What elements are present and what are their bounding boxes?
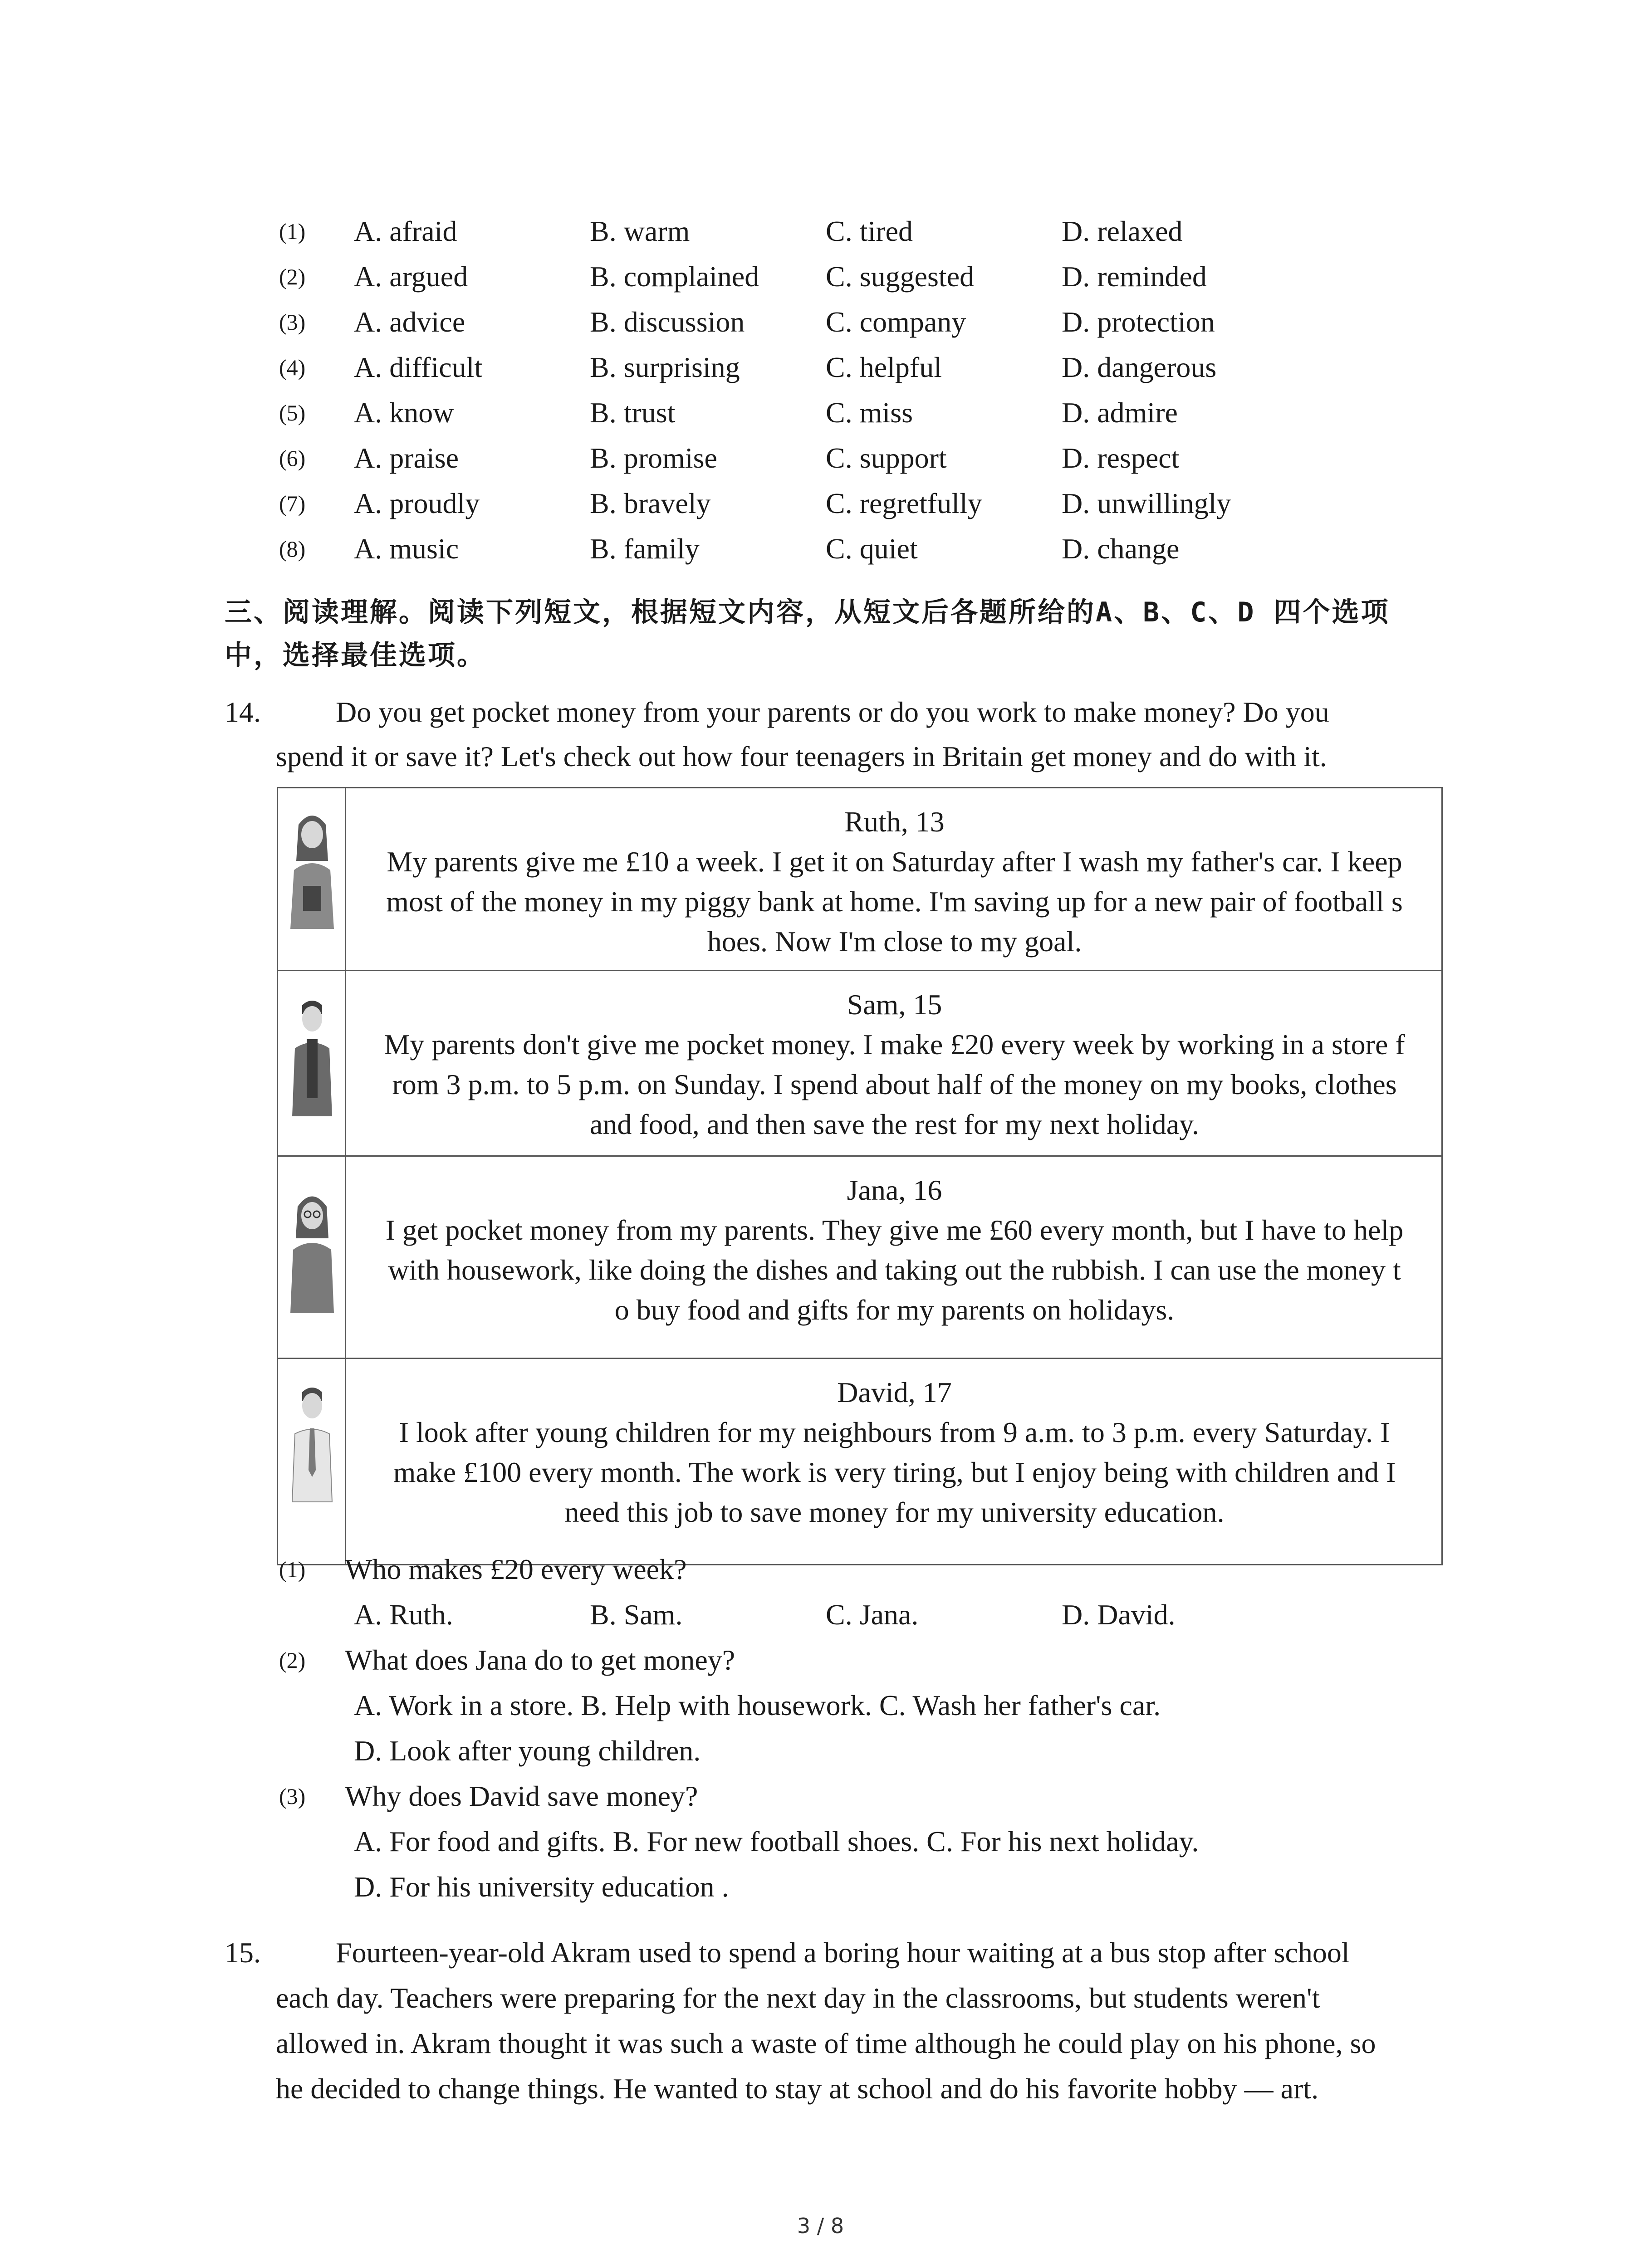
option-c: C. Jana. (826, 1598, 919, 1631)
person-text-line: rom 3 p.m. to 5 p.m. on Sunday. I spend about half of the money on my books, clothes (392, 1068, 1397, 1100)
option-a: A. praise (354, 442, 459, 474)
option-c: C. company (826, 306, 966, 338)
subquestion-stem: What does Jana do to get money? (345, 1644, 735, 1676)
option-c: C. suggested (826, 260, 975, 293)
passage-text: he decided to change things. He wanted to stay at school and do his favorite hobby — art. (276, 2072, 1319, 2105)
person-text-line: make £100 every month. The work is very tiring, but I enjoy being with children and I (393, 1456, 1396, 1488)
option-a: A. proudly (354, 487, 480, 519)
person-text-line: o buy food and gifts for my parents on holidays. (614, 1294, 1175, 1326)
option-c: C. regretfully (826, 487, 982, 519)
option-c: C. helpful (826, 351, 942, 383)
person-text-line: hoes. Now I'm close to my goal. (707, 925, 1082, 958)
person-name: David, 17 (837, 1376, 952, 1408)
table-cell (348, 788, 1441, 970)
option-a: A. argued (354, 260, 468, 293)
option-b: B. trust (590, 396, 676, 429)
option-d: D. unwillingly (1062, 487, 1231, 519)
portrait-girl-with-glasses (278, 1157, 346, 1358)
option-number: (5) (279, 400, 306, 425)
subquestion-stem: Why does David save money? (345, 1780, 698, 1812)
passage-text: spend it or save it? Let's check out how four teenagers in Britain get money and do with it. (276, 740, 1327, 772)
option-a: A. Ruth. (354, 1598, 453, 1631)
option-b: B. warm (590, 215, 690, 247)
option-c: C. miss (826, 396, 913, 429)
table-cell (348, 1157, 1441, 1358)
person-name: Sam, 15 (847, 988, 942, 1021)
option-number: (6) (279, 445, 306, 471)
option-b: B. promise (590, 442, 717, 474)
subquestion-stem: Who makes £20 every week? (345, 1553, 687, 1585)
option-b: B. surprising (590, 351, 740, 383)
portrait-boy-with-scarf (278, 971, 346, 1155)
options-line: A. For food and gifts. B. For new football shoes. C. For his next holiday. (354, 1825, 1199, 1857)
option-a: A. music (354, 533, 459, 565)
person-text-line: My parents give me £10 a week. I get it on Saturday after I wash my father's car. I keep (387, 846, 1402, 878)
option-d: D. relaxed (1062, 215, 1183, 247)
option-row (0, 345, 1641, 390)
option-d: D. reminded (1062, 260, 1207, 293)
person-text-line: most of the money in my piggy bank at home. I'm saving up for a new pair of football s (386, 885, 1403, 918)
question-number: 14. (225, 696, 261, 728)
option-a: A. afraid (354, 215, 457, 247)
option-a: A. difficult (354, 351, 483, 383)
passage-text: Do you get pocket money from your parents or do you work to make money? Do you (336, 696, 1329, 728)
section-heading-continued: 中，选择最佳选项。 (225, 640, 486, 671)
option-c: C. tired (826, 215, 913, 247)
option-b: B. Sam. (590, 1598, 683, 1631)
option-c: C. support (826, 442, 947, 474)
option-row (0, 254, 1641, 299)
option-d: D. dangerous (1062, 351, 1217, 383)
option-d: D. protection (1062, 306, 1215, 338)
option-number: (8) (279, 536, 306, 562)
option-c: C. quiet (826, 533, 918, 565)
section-heading: 三、阅读理解。阅读下列短文，根据短文内容，从短文后各题所给的A、B、C、D 四个选项 (225, 596, 1390, 628)
person-text-line: with housework, like doing the dishes and taking out the rubbish. I can use the money t (388, 1254, 1401, 1286)
option-row (0, 435, 1641, 481)
table-row (278, 788, 1441, 971)
person-name: Ruth, 13 (844, 806, 945, 838)
option-d: D. David. (1062, 1598, 1176, 1631)
option-number: (2) (279, 264, 306, 289)
option-d: D. admire (1062, 396, 1178, 429)
table-cell (348, 1359, 1441, 1564)
passage-text: each day. Teachers were preparing for the next day in the classrooms, but students weren't (276, 1982, 1320, 2014)
option-a: A. know (354, 396, 454, 429)
option-row (0, 209, 1641, 254)
option-number: (1) (279, 219, 306, 244)
option-row (0, 481, 1641, 526)
option-b: B. discussion (590, 306, 745, 338)
person-text-line: and food, and then save the rest for my next holiday. (589, 1108, 1200, 1140)
passage-text: allowed in. Akram thought it was such a waste of time although he could play on his phone, so (276, 2027, 1376, 2059)
reading-table (277, 787, 1443, 1565)
table-cell (348, 971, 1441, 1155)
passage-text: Fourteen-year-old Akram used to spend a boring hour waiting at a bus stop after school (336, 1936, 1350, 1969)
option-row (0, 526, 1641, 572)
option-d: D. For his university education . (354, 1871, 729, 1903)
page-number: 3 / 8 (797, 2214, 844, 2238)
option-d: D. Look after young children. (354, 1735, 701, 1767)
option-number: (3) (279, 309, 306, 335)
person-text-line: I get pocket money from my parents. They give me £60 every month, but I have to help (385, 1214, 1404, 1246)
person-text-line: need this job to save money for my university education. (564, 1496, 1225, 1528)
table-row (278, 1157, 1441, 1359)
option-a: A. advice (354, 306, 465, 338)
question-number: 15. (225, 1936, 261, 1969)
subquestion-number: (3) (279, 1784, 306, 1809)
person-text-line: I look after young children for my neighbours from 9 a.m. to 3 p.m. every Saturday. I (399, 1416, 1390, 1448)
portrait-boy-with-tie (278, 1359, 346, 1564)
table-row (278, 1359, 1441, 1564)
subquestion-number: (2) (279, 1647, 306, 1673)
option-number: (4) (279, 355, 306, 380)
option-row (0, 299, 1641, 345)
option-b: B. family (590, 533, 700, 565)
option-d: D. respect (1062, 442, 1180, 474)
option-b: B. complained (590, 260, 759, 293)
option-d: D. change (1062, 533, 1180, 565)
person-name: Jana, 16 (847, 1174, 942, 1206)
option-number: (7) (279, 491, 306, 516)
table-row (278, 971, 1441, 1157)
option-row (0, 390, 1641, 435)
option-b: B. bravely (590, 487, 711, 519)
options-line: A. Work in a store. B. Help with housework. C. Wash her father's car. (354, 1689, 1161, 1721)
subquestion-number: (1) (279, 1557, 306, 1582)
portrait-girl-with-books (278, 788, 346, 970)
person-text-line: My parents don't give me pocket money. I make £20 every week by working in a store f (384, 1028, 1405, 1061)
